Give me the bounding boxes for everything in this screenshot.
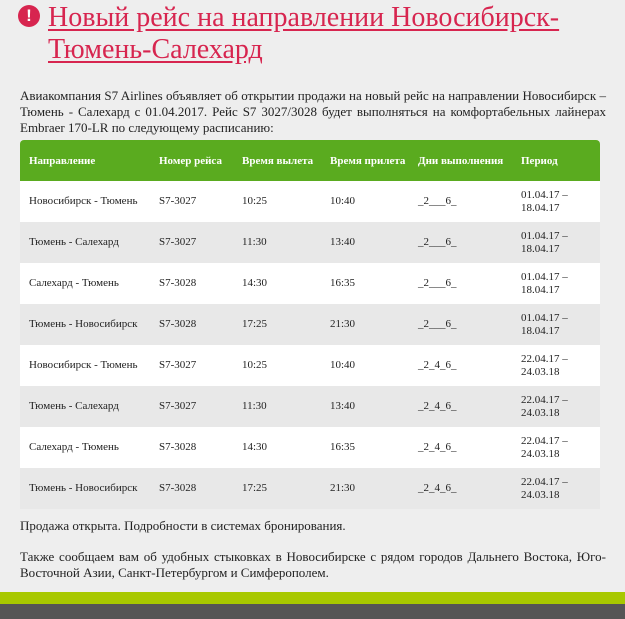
cell-flight-number: S7-3027: [150, 345, 233, 386]
table-row: [20, 386, 600, 427]
cell-direction: Тюмень - Салехард: [20, 386, 150, 427]
cell-days: _2_4_6_: [409, 468, 512, 509]
cell-direction: Салехард - Тюмень: [20, 427, 150, 468]
schedule-table: [20, 140, 600, 509]
cell-flight-number: S7-3028: [150, 263, 233, 304]
cell-departure-time: 17:25: [233, 468, 321, 509]
cell-departure-time: 17:25: [233, 304, 321, 345]
cell-flight-number: S7-3027: [150, 386, 233, 427]
table-row: [20, 263, 600, 304]
intro-text: Авиакомпания S7 Airlines объявляет об открытии продажи на новый рейс на направлении Новосибирск – Тюмень - Салехард с 01.04.2017. Рейс S7 3027/3028 будет выполняться на комфортабельных лайнерах Embraer 170-LR по следующему расписанию:: [20, 88, 606, 135]
cell-flight-number: S7-3028: [150, 468, 233, 509]
cell-period: 22.04.17 – 24.03.18: [512, 468, 600, 509]
header-days: Дни выполнения: [409, 140, 512, 181]
cell-period: 22.04.17 – 24.03.18: [512, 345, 600, 386]
cell-direction: Новосибирск - Тюмень: [20, 181, 150, 222]
table-row: [20, 181, 600, 222]
header-period: Период: [512, 140, 600, 181]
header-departure-time: Время вылета: [233, 140, 321, 181]
cell-arrival-time: 21:30: [321, 304, 409, 345]
footer-dark-bar: [0, 604, 625, 619]
cell-days: _2___6_: [409, 181, 512, 222]
cell-departure-time: 14:30: [233, 427, 321, 468]
cell-period: 01.04.17 – 18.04.17: [512, 304, 600, 345]
cell-direction: Тюмень - Салехард: [20, 222, 150, 263]
page-title-link[interactable]: Новый рейс на направлении Новосибирск-Тюмень-Салехард: [48, 2, 560, 65]
cell-direction: Тюмень - Новосибирск: [20, 304, 150, 345]
cell-direction: Новосибирск - Тюмень: [20, 345, 150, 386]
header-direction: Направление: [20, 140, 150, 181]
table-row: [20, 427, 600, 468]
cell-flight-number: S7-3028: [150, 427, 233, 468]
cell-departure-time: 11:30: [233, 222, 321, 263]
table-row: [20, 222, 600, 263]
cell-departure-time: 14:30: [233, 263, 321, 304]
cell-flight-number: S7-3028: [150, 304, 233, 345]
table-header-row: [20, 140, 600, 181]
cell-days: _2_4_6_: [409, 386, 512, 427]
cell-arrival-time: 21:30: [321, 468, 409, 509]
title-block: [18, 2, 618, 66]
cell-departure-time: 10:25: [233, 345, 321, 386]
cell-period: 22.04.17 – 24.03.18: [512, 427, 600, 468]
schedule-table-container: [20, 140, 600, 509]
cell-arrival-time: 10:40: [321, 345, 409, 386]
cell-direction: Тюмень - Новосибирск: [20, 468, 150, 509]
connections-note: Также сообщаем вам об удобных стыковках в Новосибирске с рядом городов Дальнего Востока, Юго-Восточной Азии, Санкт-Петербургом и Симферополем.: [20, 549, 606, 580]
cell-period: 01.04.17 – 18.04.17: [512, 181, 600, 222]
cell-arrival-time: 13:40: [321, 222, 409, 263]
cell-direction: Салехард - Тюмень: [20, 263, 150, 304]
cell-flight-number: S7-3027: [150, 181, 233, 222]
cell-days: _2_4_6_: [409, 427, 512, 468]
footer-green-bar: [0, 592, 625, 604]
cell-arrival-time: 10:40: [321, 181, 409, 222]
cell-departure-time: 10:25: [233, 181, 321, 222]
cell-days: _2___6_: [409, 222, 512, 263]
cell-period: 01.04.17 – 18.04.17: [512, 263, 600, 304]
cell-flight-number: S7-3027: [150, 222, 233, 263]
header-flight-number: Номер рейса: [150, 140, 233, 181]
cell-days: _2___6_: [409, 263, 512, 304]
table-row: [20, 345, 600, 386]
cell-period: 22.04.17 – 24.03.18: [512, 386, 600, 427]
cell-arrival-time: 13:40: [321, 386, 409, 427]
cell-departure-time: 11:30: [233, 386, 321, 427]
cell-arrival-time: 16:35: [321, 263, 409, 304]
table-row: [20, 304, 600, 345]
cell-days: _2_4_6_: [409, 345, 512, 386]
cell-days: _2___6_: [409, 304, 512, 345]
sale-note: Продажа открыта. Подробности в системах бронирования.: [20, 518, 346, 533]
table-row: [20, 468, 600, 509]
exclamation-icon: !: [18, 5, 40, 27]
cell-period: 01.04.17 – 18.04.17: [512, 222, 600, 263]
cell-arrival-time: 16:35: [321, 427, 409, 468]
header-arrival-time: Время прилета: [321, 140, 409, 181]
